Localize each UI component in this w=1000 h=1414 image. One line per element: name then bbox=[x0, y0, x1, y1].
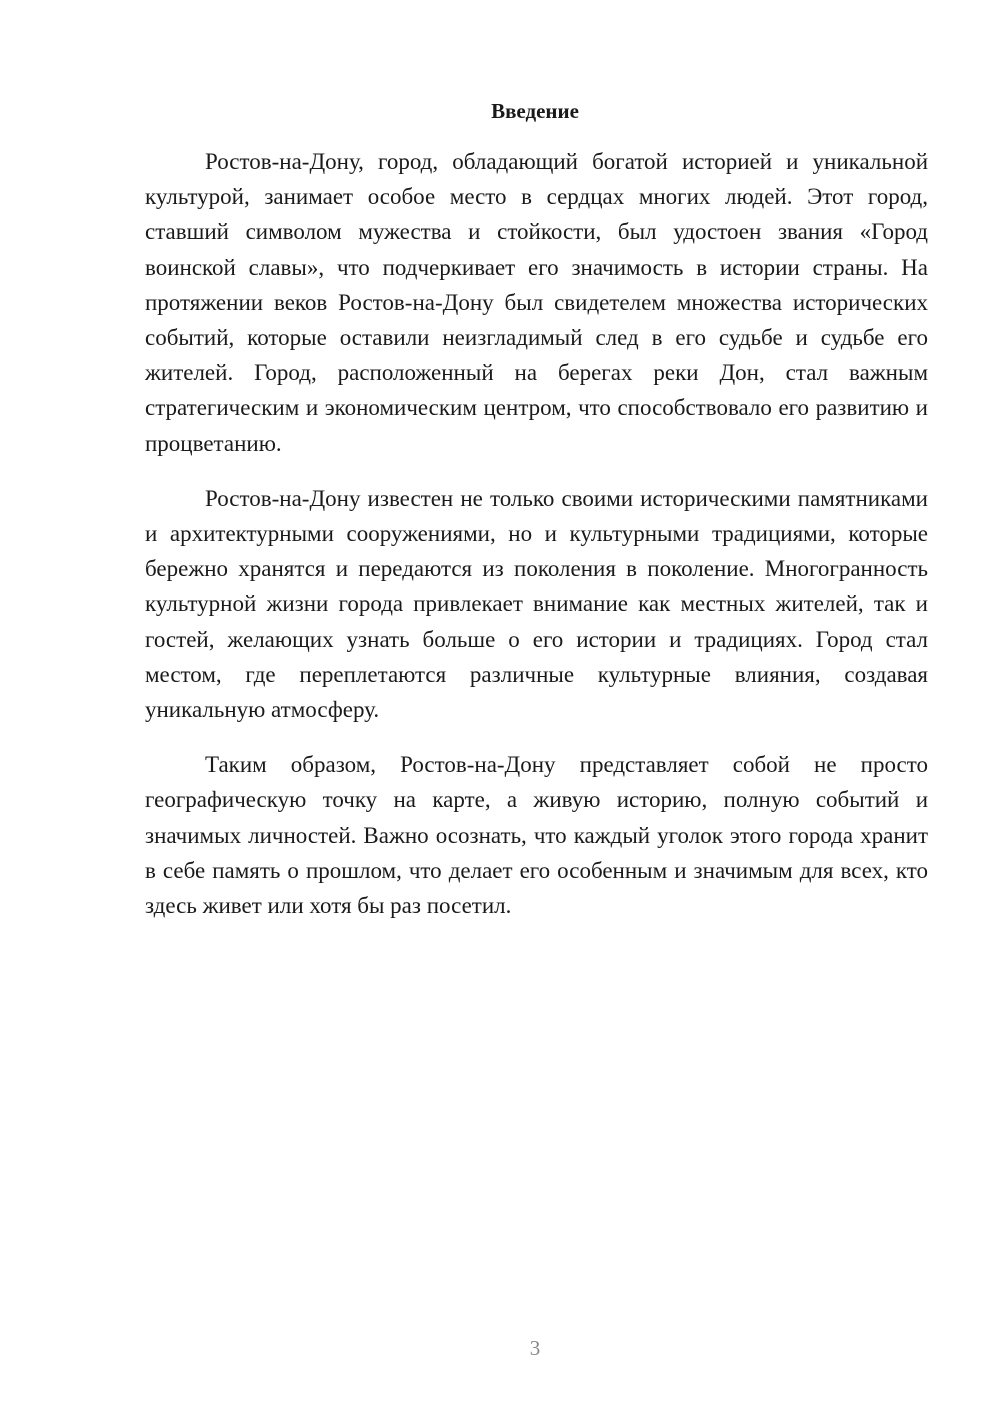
paragraph: Таким образом, Ростов-на-Дону представляет собой не просто географическую точку на карте, а живую историю, полную событий и значимых личностей. Важно осознать, что каждый уголок этого города хранит в себе память о прошлом, что делает его особенным и значимым для всех, кто здесь живет или хотя бы раз посетил. bbox=[145, 752, 928, 919]
paragraph: Ростов-на-Дону, город, обладающий богатой историей и уникальной культурой, занимает особое место в сердцах многих людей. Этот город, ставший символом мужества и стойкости, был удостоен звания «Город воинской славы», что подчеркивает его значимость в истории страны. На протяжении веков Ростов-на-Дону был свидетелем множества исторических событий, которые оставили неизгладимый след в его судьбе и судьбе его жителей. Город, расположенный на берегах реки Дон, стал важным стратегическим и экономическим центром, что способствовало его развитию и процветанию. bbox=[145, 149, 928, 456]
page-number: 3 bbox=[529, 1336, 541, 1360]
paragraph: Ростов-на-Дону известен не только своими историческими памятниками и архитектурными сооружениями, но и культурными традициями, которые бережно хранятся и передаются из поколения в поколение. Многогранность культурной жизни города привлекает внимание как местных жителей, так и гостей, желающих узнать больше о его истории и традициях. Город стал местом, где переплетаются различные культурные влияния, создавая уникальную атмосферу. bbox=[145, 485, 928, 723]
body-text bbox=[145, 144, 928, 943]
section-title: Введение bbox=[491, 99, 579, 123]
